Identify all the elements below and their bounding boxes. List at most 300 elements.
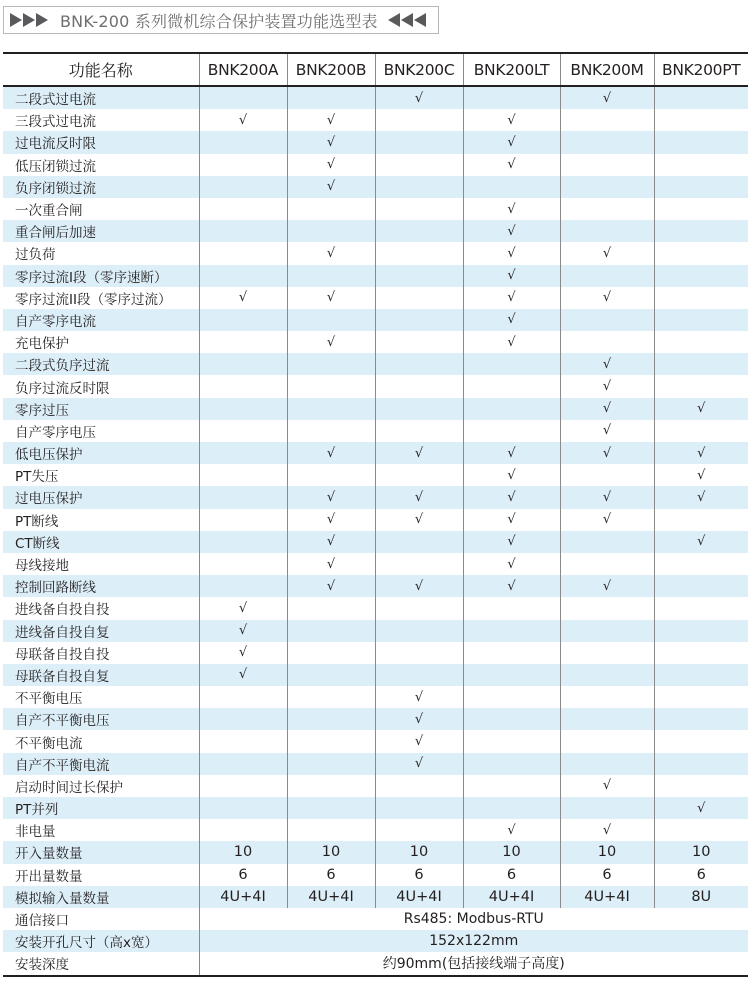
check-mark-cell <box>287 265 375 287</box>
table-row <box>3 86 748 109</box>
table-row <box>3 819 748 841</box>
table-row <box>3 753 748 775</box>
check-mark-cell <box>199 176 287 198</box>
check-mark-cell <box>199 220 287 242</box>
check-mark-cell <box>654 775 748 797</box>
check-mark-cell <box>560 664 654 686</box>
check-mark-cell: √ <box>463 131 560 153</box>
function-name-cell: 母联备自投自投 <box>15 646 110 663</box>
check-mark-cell <box>375 176 463 198</box>
check-mark-cell <box>199 708 287 730</box>
table-row <box>3 109 748 131</box>
table-row <box>3 509 748 531</box>
check-mark-cell <box>654 331 748 353</box>
table-row <box>3 775 748 797</box>
check-mark-cell <box>375 464 463 486</box>
table-row <box>3 154 748 176</box>
check-mark-cell <box>287 309 375 331</box>
function-name-cell: 自产不平衡电压 <box>3 708 199 730</box>
spec-value-cell: 6 <box>199 864 287 886</box>
check-mark-cell <box>199 131 287 153</box>
table-row <box>3 220 748 242</box>
check-mark-cell <box>463 597 560 619</box>
check-mark-cell <box>287 398 375 420</box>
table-body <box>3 86 748 976</box>
check-mark-cell <box>654 131 748 153</box>
check-mark-cell <box>463 642 560 664</box>
check-mark-cell: √ <box>560 375 654 397</box>
check-mark-cell: √ <box>560 775 654 797</box>
check-mark-cell <box>560 198 654 220</box>
check-mark-cell <box>560 220 654 242</box>
check-mark-cell <box>287 686 375 708</box>
check-mark-cell <box>375 287 463 309</box>
check-mark-cell: √ <box>654 442 748 464</box>
spec-name-cell: 开入量数量 <box>3 841 199 863</box>
check-mark-cell: √ <box>654 486 748 508</box>
check-mark-cell <box>375 531 463 553</box>
check-mark-cell: √ <box>560 353 654 375</box>
table-row <box>3 575 748 597</box>
table-header-row <box>3 53 748 86</box>
check-mark-cell <box>199 797 287 819</box>
check-mark-cell <box>654 730 748 752</box>
function-name-cell: 三段式过电流 <box>15 114 96 131</box>
check-mark-cell <box>463 398 560 420</box>
spec-value-cell: 6 <box>287 864 375 886</box>
check-mark-cell: √ <box>287 131 375 153</box>
check-mark-cell <box>560 730 654 752</box>
check-mark-cell <box>287 642 375 664</box>
check-mark-cell <box>199 86 287 109</box>
spec-value-cell: 4U+4I <box>199 886 287 908</box>
check-mark-cell: √ <box>199 287 287 309</box>
check-mark-cell: √ <box>287 553 375 575</box>
table-row <box>3 353 748 375</box>
check-mark-cell: √ <box>287 242 375 264</box>
check-mark-cell <box>287 198 375 220</box>
check-mark-cell <box>375 775 463 797</box>
check-mark-cell <box>654 287 748 309</box>
table-row <box>3 420 748 442</box>
check-mark-cell <box>287 730 375 752</box>
table-row <box>3 265 748 287</box>
check-mark-cell <box>654 154 748 176</box>
check-mark-cell: √ <box>560 398 654 420</box>
check-mark-cell: √ <box>375 753 463 775</box>
spec-value-cell: 4U+4I <box>560 886 654 908</box>
function-name-cell: 控制回路断线 <box>3 575 199 597</box>
check-mark-cell <box>287 353 375 375</box>
check-mark-cell <box>375 353 463 375</box>
check-mark-cell: √ <box>654 464 748 486</box>
model-header-bnk200b: BNK200B <box>287 53 375 86</box>
model-header-bnk200pt: BNK200PT <box>654 53 748 86</box>
table-row <box>3 242 748 264</box>
table-row <box>3 952 748 975</box>
table-row <box>3 797 748 819</box>
check-mark-cell <box>287 220 375 242</box>
check-mark-cell <box>560 464 654 486</box>
check-mark-cell: √ <box>375 486 463 508</box>
function-name-cell: 不平衡电压 <box>15 691 83 708</box>
check-mark-cell <box>654 242 748 264</box>
check-mark-cell <box>375 220 463 242</box>
function-name-cell: 进线备自投自复 <box>3 620 199 642</box>
check-mark-cell: √ <box>375 509 463 531</box>
check-mark-cell: √ <box>463 287 560 309</box>
check-mark-cell <box>199 309 287 331</box>
table-row <box>3 930 748 952</box>
model-header-bnk200m: BNK200M <box>560 53 654 86</box>
table-row <box>3 886 748 908</box>
check-mark-cell: √ <box>463 464 560 486</box>
check-mark-cell: √ <box>560 442 654 464</box>
table-row <box>3 198 748 220</box>
check-mark-cell: √ <box>463 220 560 242</box>
check-mark-cell <box>560 531 654 553</box>
check-mark-cell: √ <box>287 531 375 553</box>
check-mark-cell <box>199 686 287 708</box>
check-mark-cell <box>654 708 748 730</box>
check-mark-cell <box>375 242 463 264</box>
check-mark-cell <box>654 553 748 575</box>
table-row <box>3 708 748 730</box>
check-mark-cell <box>375 797 463 819</box>
table-row <box>3 176 748 198</box>
check-mark-cell: √ <box>287 109 375 131</box>
check-mark-cell <box>199 154 287 176</box>
function-name-cell: 二段式负序过流 <box>3 353 199 375</box>
check-mark-cell <box>654 620 748 642</box>
function-name-cell: 进线备自投自投 <box>15 602 110 619</box>
check-mark-cell: √ <box>375 686 463 708</box>
table-row <box>3 531 748 553</box>
spec-value-cell: 152x122mm <box>199 930 748 952</box>
function-name-cell: 负序过流反时限 <box>15 380 110 397</box>
check-mark-cell <box>199 375 287 397</box>
check-mark-cell <box>560 176 654 198</box>
spec-value-cell: 10 <box>560 841 654 863</box>
check-mark-cell: √ <box>287 154 375 176</box>
spec-name-cell: 模拟输入量数量 <box>3 886 199 908</box>
check-mark-cell: √ <box>654 797 748 819</box>
check-mark-cell <box>375 131 463 153</box>
function-selection-table <box>3 52 748 977</box>
check-mark-cell <box>287 664 375 686</box>
function-name-cell: 母联备自投自复 <box>3 664 199 686</box>
check-mark-cell <box>463 176 560 198</box>
check-mark-cell <box>654 375 748 397</box>
check-mark-cell <box>375 420 463 442</box>
function-name-cell: 零序过流II段（零序过流） <box>15 291 172 308</box>
check-mark-cell: √ <box>287 287 375 309</box>
check-mark-cell <box>375 198 463 220</box>
table-row <box>3 131 748 153</box>
check-mark-cell <box>199 442 287 464</box>
check-mark-cell <box>287 753 375 775</box>
check-mark-cell: √ <box>287 331 375 353</box>
page-title: BNK-200 系列微机综合保护装置功能选型表 <box>60 11 378 31</box>
function-name-cell: 不平衡电流 <box>15 735 83 752</box>
check-mark-cell <box>463 753 560 775</box>
check-mark-cell <box>463 686 560 708</box>
check-mark-cell: √ <box>463 553 560 575</box>
check-mark-cell <box>375 597 463 619</box>
check-mark-cell: √ <box>463 819 560 841</box>
spec-value-cell: 8U <box>654 886 748 908</box>
spec-value-cell: 4U+4I <box>463 886 560 908</box>
table-row <box>3 642 748 664</box>
check-mark-cell: √ <box>463 109 560 131</box>
check-mark-cell <box>375 819 463 841</box>
table-row <box>3 730 748 752</box>
spec-value-cell: 6 <box>463 864 560 886</box>
check-mark-cell <box>199 265 287 287</box>
function-name-cell: 自产不平衡电流 <box>3 753 199 775</box>
table-row <box>3 597 748 619</box>
check-mark-cell <box>287 597 375 619</box>
check-mark-cell <box>560 708 654 730</box>
check-mark-cell: √ <box>463 442 560 464</box>
check-mark-cell: √ <box>375 730 463 752</box>
check-mark-cell <box>654 575 748 597</box>
check-mark-cell <box>199 553 287 575</box>
function-name-cell: 自产零序电流 <box>3 309 199 331</box>
check-mark-cell <box>654 819 748 841</box>
table-row <box>3 664 748 686</box>
triple-right-arrow-icon <box>10 13 52 27</box>
check-mark-cell <box>463 730 560 752</box>
check-mark-cell: √ <box>463 531 560 553</box>
table-row <box>3 841 748 863</box>
check-mark-cell: √ <box>463 154 560 176</box>
function-name-cell: PT并列 <box>3 797 199 819</box>
check-mark-cell: √ <box>463 509 560 531</box>
check-mark-cell <box>654 753 748 775</box>
function-name-header: 功能名称 <box>3 53 199 86</box>
check-mark-cell <box>463 775 560 797</box>
check-mark-cell: √ <box>463 198 560 220</box>
function-name-cell: CT断线 <box>3 531 199 553</box>
check-mark-cell <box>560 597 654 619</box>
function-name-cell: 低电压保护 <box>3 442 199 464</box>
spec-value-cell: Rs485: Modbus-RTU <box>199 908 748 930</box>
function-name-cell: 低压闭锁过流 <box>15 158 96 175</box>
check-mark-cell: √ <box>463 309 560 331</box>
check-mark-cell <box>654 198 748 220</box>
check-mark-cell: √ <box>199 620 287 642</box>
function-name-cell: 过负荷 <box>15 247 56 264</box>
check-mark-cell: √ <box>287 442 375 464</box>
check-mark-cell <box>375 642 463 664</box>
function-name-cell: 零序过压 <box>3 398 199 420</box>
check-mark-cell <box>199 420 287 442</box>
check-mark-cell: √ <box>199 664 287 686</box>
check-mark-cell <box>654 597 748 619</box>
check-mark-cell <box>654 309 748 331</box>
triple-left-arrow-icon <box>388 13 428 27</box>
function-name-cell: 负序闭锁过流 <box>3 176 199 198</box>
table-row <box>3 464 748 486</box>
spec-value-cell: 10 <box>375 841 463 863</box>
check-mark-cell <box>654 642 748 664</box>
check-mark-cell <box>560 109 654 131</box>
function-name-cell: 启动时间过长保护 <box>15 779 123 796</box>
check-mark-cell <box>654 353 748 375</box>
check-mark-cell <box>654 509 748 531</box>
check-mark-cell <box>654 109 748 131</box>
check-mark-cell: √ <box>287 176 375 198</box>
check-mark-cell <box>375 154 463 176</box>
check-mark-cell <box>560 553 654 575</box>
check-mark-cell <box>560 642 654 664</box>
table-row <box>3 331 748 353</box>
function-name-cell: 重合闸后加速 <box>3 220 199 242</box>
check-mark-cell: √ <box>560 509 654 531</box>
model-header-bnk200c: BNK200C <box>375 53 463 86</box>
function-name-cell: 二段式过电流 <box>3 86 199 109</box>
model-header-bnk200lt: BNK200LT <box>463 53 560 86</box>
function-name-cell: 非电量 <box>15 824 56 841</box>
table-row <box>3 864 748 886</box>
model-header-bnk200a: BNK200A <box>199 53 287 86</box>
check-mark-cell <box>287 420 375 442</box>
check-mark-cell <box>199 486 287 508</box>
check-mark-cell: √ <box>375 708 463 730</box>
function-name-cell: 母线接地 <box>15 558 69 575</box>
check-mark-cell <box>560 620 654 642</box>
check-mark-cell <box>199 353 287 375</box>
check-mark-cell <box>463 86 560 109</box>
table-row <box>3 398 748 420</box>
check-mark-cell: √ <box>560 420 654 442</box>
function-name-cell: 一次重合闸 <box>15 203 83 220</box>
check-mark-cell <box>560 797 654 819</box>
check-mark-cell: √ <box>560 819 654 841</box>
check-mark-cell <box>560 131 654 153</box>
check-mark-cell: √ <box>287 486 375 508</box>
check-mark-cell <box>375 553 463 575</box>
check-mark-cell <box>199 753 287 775</box>
check-mark-cell: √ <box>375 442 463 464</box>
spec-value-cell: 10 <box>199 841 287 863</box>
check-mark-cell: √ <box>199 642 287 664</box>
table-row <box>3 686 748 708</box>
check-mark-cell: √ <box>375 86 463 109</box>
check-mark-cell <box>375 309 463 331</box>
function-name-cell: 自产零序电压 <box>15 424 96 441</box>
function-name-cell: 过电流反时限 <box>3 131 199 153</box>
function-name-cell: PT失压 <box>15 469 59 486</box>
spec-value-cell: 约90mm(包括接线端子高度) <box>199 952 748 975</box>
check-mark-cell: √ <box>199 597 287 619</box>
check-mark-cell <box>654 86 748 109</box>
check-mark-cell <box>199 575 287 597</box>
check-mark-cell <box>375 331 463 353</box>
spec-value-cell: 6 <box>375 864 463 886</box>
check-mark-cell <box>654 176 748 198</box>
spec-value-cell: 4U+4I <box>375 886 463 908</box>
check-mark-cell: √ <box>560 575 654 597</box>
check-mark-cell <box>560 309 654 331</box>
check-mark-cell <box>560 686 654 708</box>
check-mark-cell <box>199 398 287 420</box>
check-mark-cell <box>654 686 748 708</box>
check-mark-cell <box>463 620 560 642</box>
table-row <box>3 553 748 575</box>
check-mark-cell <box>375 265 463 287</box>
spec-value-cell: 6 <box>654 864 748 886</box>
check-mark-cell: √ <box>560 86 654 109</box>
check-mark-cell <box>463 664 560 686</box>
spec-value-cell: 10 <box>287 841 375 863</box>
table-row <box>3 287 748 309</box>
check-mark-cell: √ <box>463 331 560 353</box>
function-name-cell: 过电压保护 <box>3 486 199 508</box>
table-row <box>3 908 748 930</box>
check-mark-cell <box>560 265 654 287</box>
check-mark-cell: √ <box>654 531 748 553</box>
function-name-cell: 零序过流I段（零序速断） <box>3 265 199 287</box>
spec-value-cell: 10 <box>463 841 560 863</box>
spec-name-cell: 安装深度 <box>3 952 199 975</box>
check-mark-cell: √ <box>560 287 654 309</box>
check-mark-cell <box>199 509 287 531</box>
check-mark-cell <box>287 375 375 397</box>
spec-value-cell: 10 <box>654 841 748 863</box>
spec-name-cell: 通信接口 <box>15 913 69 930</box>
check-mark-cell <box>375 620 463 642</box>
check-mark-cell: √ <box>287 575 375 597</box>
table-row <box>3 375 748 397</box>
check-mark-cell <box>199 531 287 553</box>
check-mark-cell <box>463 353 560 375</box>
check-mark-cell: √ <box>560 486 654 508</box>
check-mark-cell: √ <box>463 265 560 287</box>
check-mark-cell: √ <box>654 398 748 420</box>
check-mark-cell <box>463 708 560 730</box>
check-mark-cell <box>654 265 748 287</box>
table-row <box>3 309 748 331</box>
check-mark-cell <box>375 664 463 686</box>
check-mark-cell <box>287 86 375 109</box>
check-mark-cell <box>199 775 287 797</box>
check-mark-cell <box>199 331 287 353</box>
check-mark-cell <box>463 375 560 397</box>
check-mark-cell: √ <box>560 242 654 264</box>
check-mark-cell: √ <box>287 509 375 531</box>
check-mark-cell <box>654 220 748 242</box>
check-mark-cell <box>375 375 463 397</box>
spec-name-cell: 安装开孔尺寸（高x宽） <box>3 930 199 952</box>
check-mark-cell <box>375 109 463 131</box>
check-mark-cell: √ <box>463 486 560 508</box>
check-mark-cell <box>654 420 748 442</box>
function-name-cell: 充电保护 <box>15 336 69 353</box>
table-row <box>3 486 748 508</box>
check-mark-cell <box>287 775 375 797</box>
check-mark-cell <box>199 819 287 841</box>
check-mark-cell <box>375 398 463 420</box>
check-mark-cell <box>287 620 375 642</box>
table-title-banner <box>3 6 439 34</box>
check-mark-cell <box>654 664 748 686</box>
check-mark-cell <box>463 420 560 442</box>
check-mark-cell <box>560 753 654 775</box>
check-mark-cell: √ <box>463 575 560 597</box>
check-mark-cell <box>560 331 654 353</box>
